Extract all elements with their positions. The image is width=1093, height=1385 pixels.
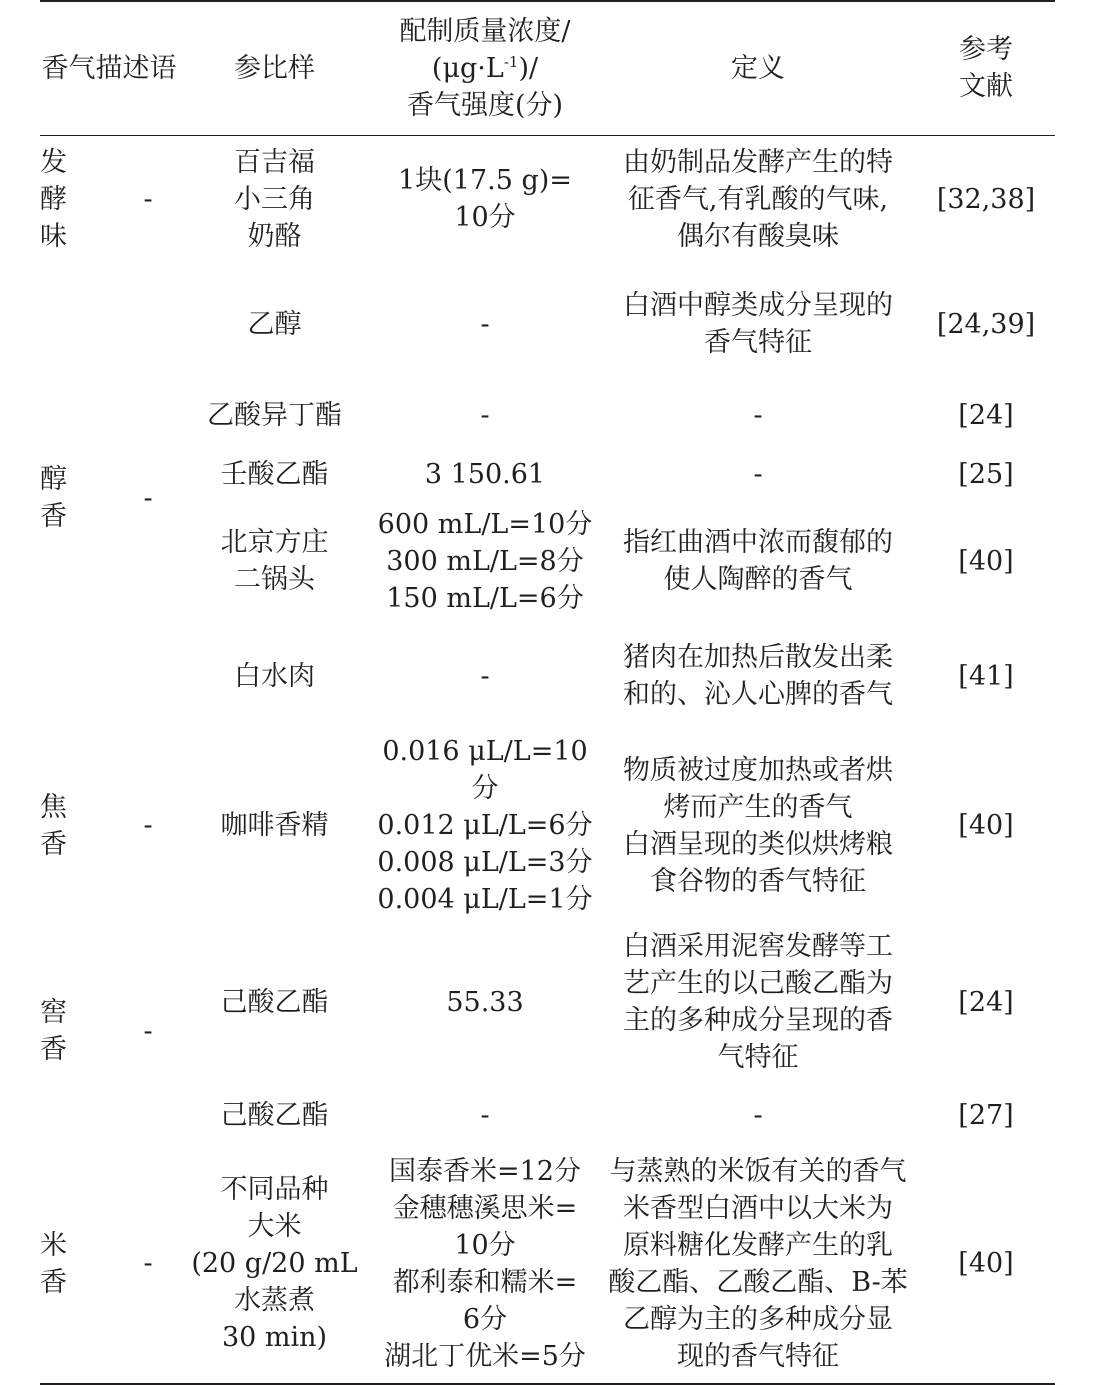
reference-sample-line: 己酸乙酯	[220, 1099, 329, 1131]
definition-line: 现的香气特征	[677, 1340, 839, 1372]
definition-line: 白酒采用泥窖发酵等工	[623, 931, 893, 962]
definition-line: -	[753, 458, 763, 490]
definition-cell	[599, 918, 917, 1086]
reference-cell: [24,39]	[936, 308, 1036, 340]
aroma-descriptor-table	[40, 0, 1055, 1385]
header-reference-line1: 参考	[959, 34, 1013, 66]
reference-cell: [41]	[958, 660, 1014, 692]
reference-sample-cell	[178, 918, 371, 1086]
reference-sample-line: 乙醇	[247, 308, 302, 340]
definition-line: 与蒸熟的米饭有关的香气	[609, 1155, 907, 1187]
table-header-row	[40, 1, 1055, 135]
reference-cell: [24]	[958, 399, 1014, 431]
reference-sample-cell	[178, 385, 371, 445]
reference-cell: [27]	[958, 1099, 1014, 1131]
reference-sample-cell	[178, 135, 371, 263]
descriptor-text: 醇香	[40, 464, 67, 532]
reference-sample-line: 小三角	[234, 183, 315, 215]
reference-sample-line: 大米	[247, 1211, 302, 1242]
concentration-line: 1块(17.5 g)=	[398, 165, 572, 197]
header-concentration	[371, 1, 599, 135]
table-row	[40, 918, 1055, 1086]
header-concentration-line3: 香气强度(分)	[406, 89, 564, 121]
reference-sample-line: 水蒸煮	[234, 1285, 315, 1316]
header-concentration-line2	[371, 50, 599, 87]
concentration-line: 0.016 μL/L=10分	[382, 736, 588, 804]
definition-line: 偶尔有酸臭味	[677, 220, 839, 252]
header-concentration-line2-post: )/	[518, 52, 539, 84]
concentration-line: 55.33	[446, 986, 524, 1018]
concentration-line: 10分	[454, 1229, 516, 1261]
concentration-line: 10分	[454, 202, 516, 234]
concentration-cell	[371, 135, 599, 263]
placeholder-cell: -	[143, 1015, 153, 1047]
definition-line: 主的多种成分呈现的香	[623, 1005, 893, 1036]
reference-sample-line: (20 g/20 mL	[191, 1248, 358, 1279]
placeholder-cell: -	[143, 482, 153, 514]
concentration-line: 金穗穗溪思米=	[392, 1192, 578, 1224]
table-row	[40, 1086, 1055, 1144]
concentration-line: 3 150.61	[424, 458, 546, 490]
concentration-cell	[371, 918, 599, 1086]
reference-sample-cell	[178, 1086, 371, 1144]
concentration-line: -	[480, 1099, 490, 1131]
concentration-cell	[371, 733, 599, 918]
reference-sample-cell	[178, 1144, 371, 1384]
table-row	[40, 445, 1055, 503]
definition-line: 和的、沁人心脾的香气	[623, 679, 893, 710]
reference-sample-cell	[178, 733, 371, 918]
table-row	[40, 385, 1055, 445]
header-concentration-line1: 配制质量浓度/	[399, 15, 571, 47]
placeholder-cell: -	[143, 810, 153, 841]
definition-line: 原料糖化发酵产生的乳	[623, 1229, 893, 1261]
definition-line: 酸乙酯、乙酸乙酯、B-苯	[608, 1266, 908, 1298]
concentration-line: 150 mL/L=6分	[386, 582, 584, 614]
definition-line: 烤而产生的香气	[663, 791, 853, 823]
reference-sample-cell	[178, 263, 371, 385]
definition-line: 气特征	[717, 1042, 799, 1073]
concentration-cell	[371, 385, 599, 445]
placeholder-cell: -	[118, 1144, 178, 1384]
definition-cell	[599, 445, 917, 503]
definition-line: 使人陶醉的香气	[663, 564, 853, 595]
reference-cell: [32,38]	[936, 183, 1036, 215]
definition-line: 物质被过度加热或者烘	[623, 754, 893, 786]
definition-cell	[599, 503, 917, 619]
reference-sample-cell	[178, 445, 371, 503]
reference-sample-cell	[178, 619, 371, 733]
table-row	[40, 619, 1055, 733]
descriptor-text: 窖香	[40, 997, 67, 1065]
table-row	[40, 1144, 1055, 1384]
concentration-line: 都利泰和糯米=	[392, 1266, 578, 1298]
descriptor-text: 焦香	[40, 791, 67, 860]
descriptor-cell	[40, 733, 118, 918]
concentration-line: 0.008 μL/L=3分	[377, 847, 593, 878]
concentration-line: 湖北丁优米=5分	[384, 1340, 586, 1372]
definition-cell	[599, 263, 917, 385]
reference-sample-line: 己酸乙酯	[220, 986, 329, 1018]
concentration-cell	[371, 1086, 599, 1144]
definition-cell	[599, 1086, 917, 1144]
descriptor-cell	[40, 263, 118, 733]
concentration-line: -	[480, 308, 490, 340]
header-reference-line2: 文献	[959, 71, 1013, 103]
table-body	[40, 135, 1055, 1384]
reference-sample-line: 咖啡香精	[220, 810, 329, 841]
header-concentration-line2-pre: (μg·L	[431, 52, 504, 84]
reference-sample-line: 百吉福	[234, 146, 315, 178]
placeholder-cell: -	[143, 183, 153, 215]
definition-line: 征香气,有乳酸的气味,	[627, 183, 889, 215]
reference-cell: [40]	[958, 810, 1014, 841]
table-row	[40, 733, 1055, 918]
concentration-cell	[371, 1144, 599, 1384]
reference-cell: [40]	[958, 545, 1014, 577]
header-concentration-line2-sup: -1	[503, 52, 519, 71]
header-descriptor: 香气描述语	[40, 1, 178, 135]
reference-sample-line: 30 min)	[221, 1322, 328, 1353]
definition-line: 指红曲酒中浓而馥郁的	[623, 527, 893, 558]
reference-sample-line: 北京方庄	[220, 527, 329, 558]
concentration-cell	[371, 263, 599, 385]
concentration-line: -	[480, 660, 490, 692]
table-row	[40, 503, 1055, 619]
definition-line: -	[753, 1099, 763, 1131]
definition-cell	[599, 733, 917, 918]
definition-line: 香气特征	[704, 327, 812, 358]
concentration-line: 600 mL/L=10分	[377, 508, 593, 540]
descriptor-cell	[40, 918, 118, 1144]
reference-cell: [40]	[917, 1144, 1055, 1384]
descriptor-text: 发酵味	[40, 146, 67, 252]
header-definition: 定义	[599, 1, 917, 135]
definition-cell	[599, 1144, 917, 1384]
definition-line: -	[753, 399, 763, 431]
definition-line: 由奶制品发酵产生的特	[623, 146, 893, 178]
definition-line: 米香型白酒中以大米为	[623, 1192, 893, 1224]
table-row	[40, 135, 1055, 263]
descriptor-text: 米香	[40, 1229, 67, 1298]
definition-cell	[599, 135, 917, 263]
definition-line: 乙醇为主的多种成分显	[623, 1303, 893, 1335]
reference-sample-line: 奶酪	[247, 220, 302, 252]
reference-sample-line: 白水肉	[234, 660, 315, 692]
reference-sample-line: 不同品种	[220, 1174, 329, 1205]
header-reference	[917, 1, 1055, 135]
definition-cell	[599, 619, 917, 733]
concentration-line: 0.012 μL/L=6分	[377, 810, 593, 841]
concentration-line: 300 mL/L=8分	[386, 545, 584, 577]
reference-cell: [25]	[958, 458, 1014, 490]
reference-sample-line: 二锅头	[234, 564, 315, 595]
reference-sample-line: 乙酸异丁酯	[207, 399, 342, 431]
descriptor-cell	[40, 1144, 118, 1384]
definition-line: 食谷物的香气特征	[650, 865, 866, 897]
reference-sample-cell	[178, 503, 371, 619]
definition-line: 白酒中醇类成分呈现的	[623, 290, 893, 321]
concentration-cell	[371, 503, 599, 619]
reference-cell: [24]	[958, 986, 1014, 1018]
header-reference-sample: 参比样	[178, 1, 371, 135]
definition-line: 艺产生的以己酸乙酯为	[623, 968, 893, 999]
descriptor-cell	[40, 135, 118, 263]
table-row	[40, 263, 1055, 385]
concentration-cell	[371, 619, 599, 733]
concentration-cell	[371, 445, 599, 503]
definition-cell	[599, 385, 917, 445]
concentration-line: 国泰香米=12分	[389, 1155, 581, 1187]
concentration-line: 6分	[462, 1303, 508, 1335]
concentration-line: 0.004 μL/L=1分	[377, 884, 593, 915]
reference-sample-line: 壬酸乙酯	[220, 458, 329, 490]
definition-line: 白酒呈现的类似烘烤粮	[623, 828, 893, 860]
definition-line: 猪肉在加热后散发出柔	[623, 642, 893, 673]
concentration-line: -	[480, 399, 490, 431]
